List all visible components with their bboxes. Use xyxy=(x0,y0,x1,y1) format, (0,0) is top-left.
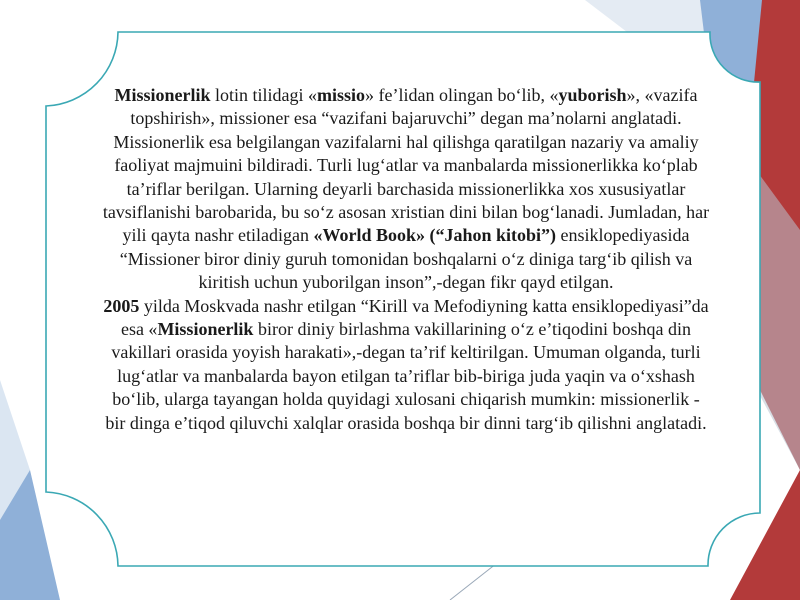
text-span: » fe’lidan olingan bo‘lib, « xyxy=(365,85,559,105)
text-body xyxy=(100,84,712,435)
term-missionerlik: Missionerlik xyxy=(114,85,211,105)
term-yuborish: yuborish xyxy=(558,85,627,105)
term-missio: missio xyxy=(317,85,366,105)
paragraph-missionerlik-definition xyxy=(100,84,712,295)
text-span: », «vazifa topshirish», missioner esa “vazifani bajaruvchi” degan ma’nolarni anglatadi. Missionerlik esa belgilangan vazifalarni hal qilishga qaratilgan nazariy va amaliy faoliyat majmuini bildiradi. Turli lug‘atlar va manbalarda missionerlikka ko‘plab ta’riflar berilgan. Ularning deyarli barchasida missionerlikka xos xususiyatlar tavsiflanishi barobarida, bu so‘z asosan xristian dini bilan bog‘lanadi. Jumladan, har yili qayta nashr etiladigan xyxy=(102,85,710,246)
text-span: lotin tilidagi « xyxy=(210,85,318,105)
year-2005: 2005 xyxy=(103,295,140,316)
term-world-book: «World Book» (“Jahon kitobi”) xyxy=(313,225,557,246)
term-missionerlik-2: Missionerlik xyxy=(157,319,254,340)
paragraph-encyclopedia-2005 xyxy=(100,295,712,435)
text-span: ensiklopediyasida “Missioner biror diniy guruh tomonidan boshqalarni o‘z diniga targ‘ib qilish va kiritish uchun yuborilgan inson”,-degan fikr qayd etilgan. xyxy=(119,225,693,293)
text-span: biror diniy birlashma vakillarining o‘z e’tiqodini boshqa din vakillari orasida yoyish harakati»,-degan ta’rif keltirilgan. Umuman olganda, turli lug‘atlar va manbalarda bayon etilgan ta’riflar bib-biriga juda yaqin va o‘xshash bo‘lib, ularga tayangan holda quyidagi xulosani chiqarish mumkin: missionerlik - bir dinga e’tiqod qiluvchi xalqlar orasida boshqa bir dinni targ‘ib qilishni anglatadi. xyxy=(105,319,707,433)
text-span: yilda Moskvada nashr etilgan “Kirill va Mefodiyning katta ensiklopediyasi”da esa « xyxy=(120,295,709,340)
